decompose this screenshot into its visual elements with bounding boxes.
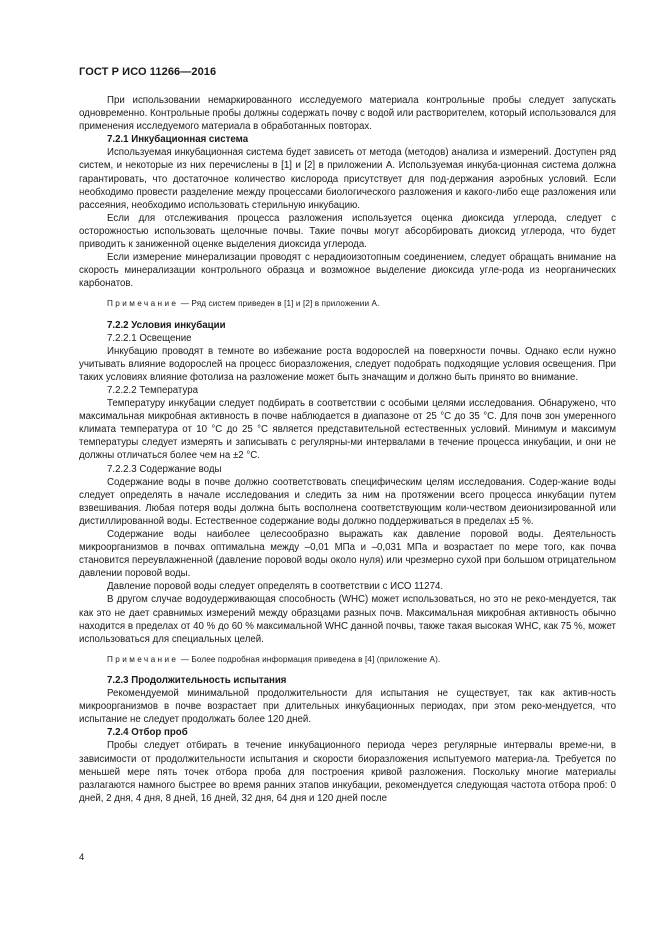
body-paragraph: Температуру инкубации следует подбирать в соответствии с особыми целями исследования. Обнаружено, что максимальная микробная активность в почве наблюдается в диапазоне от 25 °С до 35 °С. Для почв зон умеренного климата температура от 10 °С до 25 °С является представительной естественных условий. Минимум и максимум температуры следует измерять и записывать с регулярны-ми интервалами в течение процесса инкубации, и они не должны отличаться более чем на ±2 °С. [79, 398, 616, 462]
note-label: Примечание [107, 654, 179, 664]
note-paragraph [79, 653, 616, 666]
note-paragraph [79, 297, 616, 310]
body-paragraph: Используемая инкубационная система будет зависеть от метода (методов) анализа и измерений. Доступен ряд систем, и некоторые из них перечислены в [1] и [2] в приложении А. Используемая инкуба-ционная система должна гарантировать, что достаточное количество кислорода присутствует для под-держания аэробных условий. Если необходимо провести разделение между процессами биологического разложения и какого-либо еще разложения или рассеяния, необходимо использовать стерильную инкубацию. [79, 147, 616, 211]
page-number: 4 [79, 852, 85, 863]
body-paragraph: Содержание воды в почве должно соответствовать специфическим целям исследования. Содер-жание воды следует определять в начале исследования и следить за ним на протяжении всего процесса инкубации путем взвешивания. Любая потеря воды должна быть восполнена соответствующим коли-чеством деионизированной или дистиллированной воды. Естественное содержание воды должно поддерживаться в пределах ±5 %. [79, 476, 616, 527]
body-paragraph: Если для отслеживания процесса разложения используется оценка диоксида углерода, следует с осторожностью использовать щелочные почвы. Такие почвы могут абсорбировать диоксид углерода, что будет приводить к заниженной оценке выделения диоксида углерода. [79, 212, 616, 251]
body-paragraph: Давление поровой воды следует определять в соответствии с ИСО 11274. [107, 581, 444, 593]
section-heading: 7.2.2 Условия инкубации [107, 319, 226, 331]
section-heading: 7.2.4 Отбор проб [107, 727, 188, 739]
body-paragraph: Если измерение минерализации проводят с нерадиоизотопным соединением, следует обращать внимание на скорость минерализации контрольного образца и возможное выделение диоксида угле-рода из неорганических карбонатов. [79, 252, 616, 290]
note-text: — Более подробная информация приведена в [4] (приложение А). [180, 654, 441, 664]
note-label: Примечание [107, 299, 179, 309]
body-paragraph: При использовании немаркированного исследуемого материала контрольные пробы следует запускать одновременно. Контрольные пробы должны содержать почву с водой или растворителем, который использовался для применения исследуемого материала в обработанных повторах. [79, 95, 616, 133]
document-header: ГОСТ Р ИСО 11266—2016 [79, 66, 217, 78]
document-body [79, 94, 616, 805]
body-paragraph: Рекомендуемой минимальной продолжительности для испытания не существует, так как актив-ность микроорганизмов в почве возрастает при длительных инкубационных периодах, при этом реко-мендуется, что испытание не следует продолжать более 120 дней. [79, 688, 616, 726]
body-paragraph: В другом случае водоудерживающая способность (WHC) может использоваться, но это не реко-мендуется, так как это не дает сравнимых измерений между образцами разных почв. Максимальная микробная активность обычно находится в пределах от 40 % до 60 % максимальной WHC данной почвы, также такая высокая WHC, как 75 %, может использоваться для специальных целей. [79, 594, 616, 645]
note-text: — Ряд систем приведен в [1] и [2] в приложении А. [180, 299, 380, 309]
section-heading: 7.2.3 Продолжительность испытания [107, 674, 287, 686]
subsection-heading: 7.2.2.2 Температура [107, 384, 198, 396]
subsection-heading: 7.2.2.1 Освещение [107, 332, 192, 344]
body-paragraph: Пробы следует отбирать в течение инкубационного периода через регулярные интервалы време-ни, в зависимости от продолжительности испытания и скорости биоразложения испытуемого материа-ла. Требуется по меньшей мере пять точек отбора проба для построения кривой разложения. Поскольку многие материалы разлагаются намного быстрее во время ранних этапов инкубации, рекомендуется следующая частота отбора проб: 0 дней, 2 дня, 4 дня, 8 дней, 16 дней, 32 дня, 64 дня и 120 дней после [79, 740, 616, 804]
subsection-heading: 7.2.2.3 Содержание воды [107, 463, 222, 475]
body-paragraph: Инкубацию проводят в темноте во избежание роста водорослей на поверхности почвы. Однако если нужно учитывать влияние водорослей на процесс биоразложения, следует подобрать подходящие условия освещения. При таких условиях влияние фотолиза на разложение может быть значащим и должно быть принято во внимание. [79, 345, 616, 383]
section-heading: 7.2.1 Инкубационная система [107, 134, 249, 146]
body-paragraph: Содержание воды наиболее целесообразно выражать как давление поровой воды. Деятельность микроорганизмов в почвах оптимальна между –0,01 МПа и –0,031 МПа и возрастает по мере того, как почва становится переувлажненной (давление поровой воды около нуля) или чрезмерно сухой при большом отрицательном давлении поровой воды. [79, 529, 616, 580]
